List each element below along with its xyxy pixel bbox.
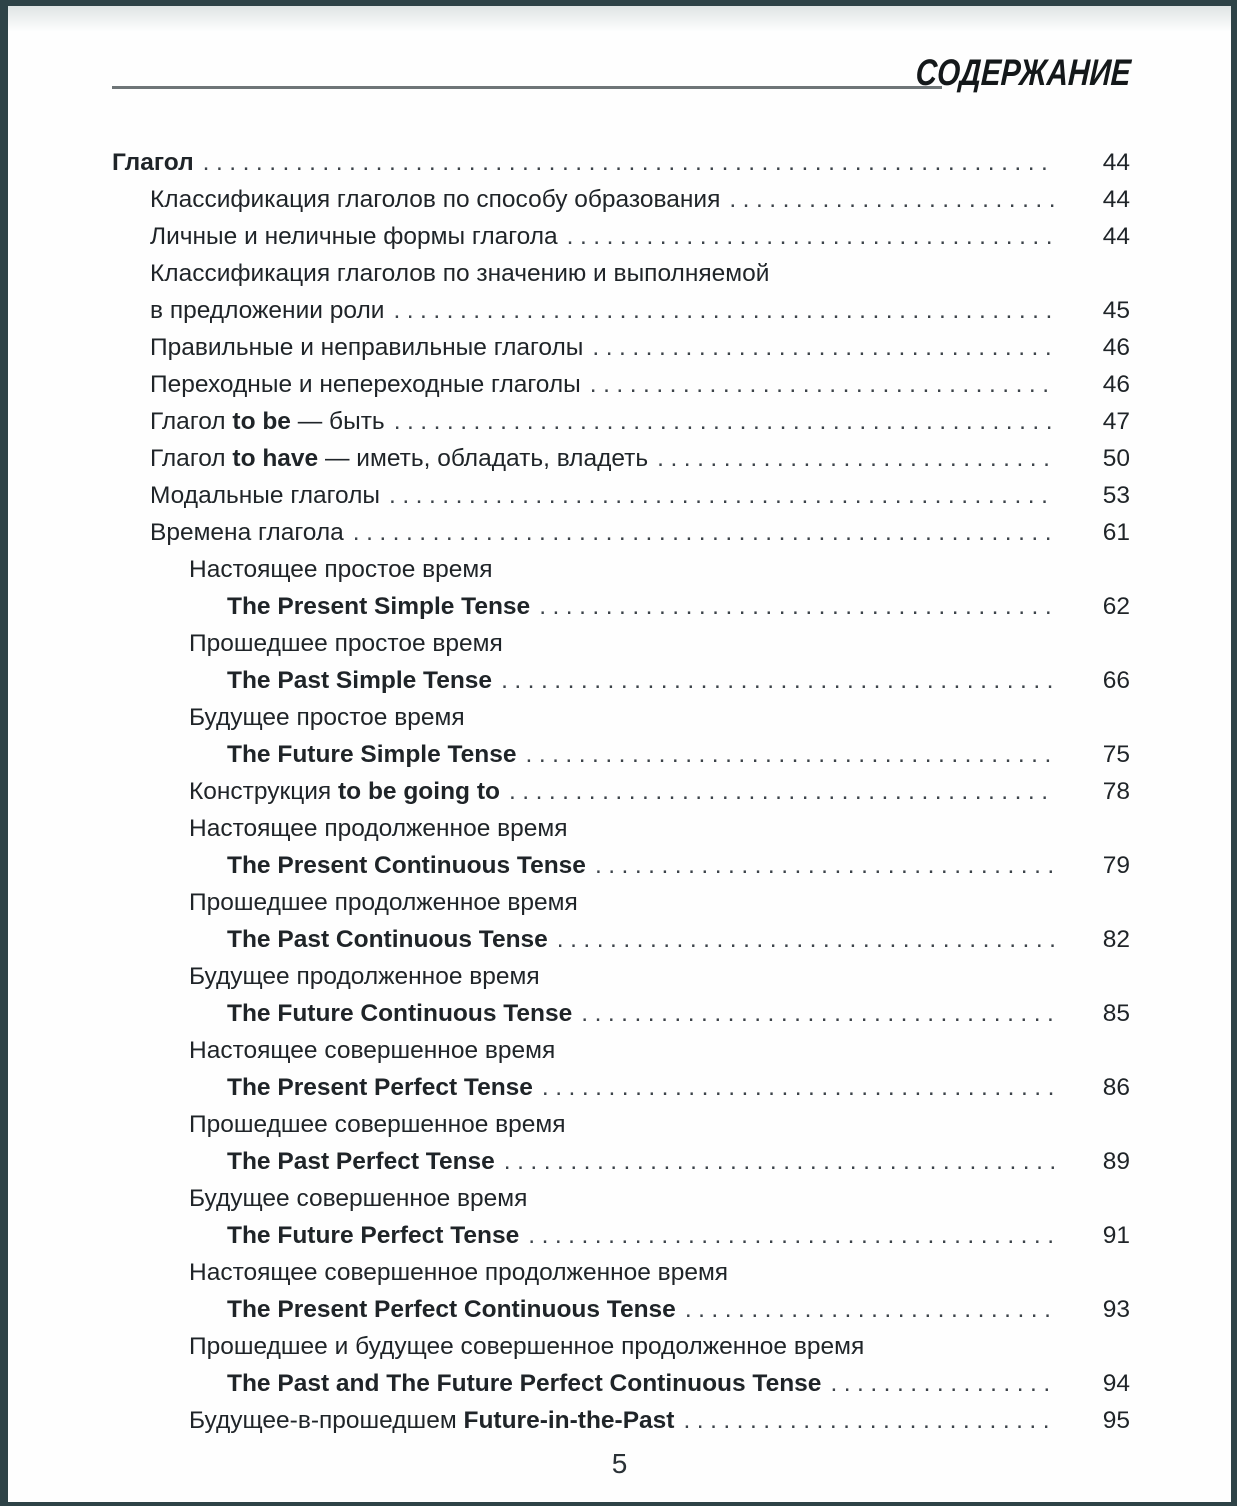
toc-entry — [112, 329, 1130, 366]
dot-leader — [501, 662, 1056, 699]
toc-entry — [112, 736, 1130, 773]
toc-entry-title: The Present Perfect Continuous Tense — [227, 1296, 676, 1323]
toc-entry — [112, 403, 1130, 440]
toc-entry-title: Глагол — [112, 149, 194, 176]
toc-entry-title: The Present Simple Tense — [227, 593, 531, 620]
toc-entry-title: The Future Simple Tense — [227, 741, 517, 768]
toc-entry-page: 86 — [1102, 1074, 1130, 1101]
toc-entry-title: Глагол to have — иметь, обладать, владеть — [150, 445, 649, 472]
toc-entry-title: The Future Continuous Tense — [227, 1000, 573, 1027]
toc-entry-page: 45 — [1102, 297, 1130, 324]
toc-entry — [112, 1254, 1130, 1291]
toc-entry-title: Правильные и неправильные глаголы — [150, 334, 584, 361]
toc-entry-page: 50 — [1102, 445, 1130, 472]
toc-entry — [112, 1180, 1130, 1217]
toc-entry-title: Классификация глаголов по способу образования — [150, 186, 721, 213]
toc-entry-page: 47 — [1102, 408, 1130, 435]
toc-entry — [112, 1328, 1130, 1365]
dot-leader — [590, 366, 1056, 403]
toc-entry-title: Будущее совершенное время — [189, 1185, 528, 1212]
toc-entry-page: 75 — [1102, 741, 1130, 768]
toc-entry-title: Времена глагола — [150, 519, 344, 546]
toc-entry-title: Конструкция to be going to — [189, 778, 500, 805]
toc-entry — [112, 921, 1130, 958]
toc-entry-page: 46 — [1102, 371, 1130, 398]
toc-entry-title: Настоящее продолженное время — [189, 815, 568, 842]
toc-entry-title: The Past and The Future Perfect Continuous Tense — [227, 1370, 822, 1397]
toc-entry-title: Модальные глаголы — [150, 482, 381, 509]
toc-entry — [112, 662, 1130, 699]
dot-leader — [657, 440, 1056, 477]
toc-entry-title: в предложении роли — [150, 297, 385, 324]
toc-entry — [112, 1069, 1130, 1106]
toc-entry-page: 78 — [1102, 778, 1130, 805]
dot-leader — [595, 847, 1056, 884]
toc-entry-title: Прошедшее и будущее совершенное продолженное время — [189, 1333, 865, 1360]
toc-entry — [112, 995, 1130, 1032]
toc-entry — [112, 477, 1130, 514]
toc-entry-title: The Present Perfect Tense — [227, 1074, 533, 1101]
toc-entry-title: Прошедшее совершенное время — [189, 1111, 566, 1138]
dot-leader — [353, 514, 1056, 551]
toc-entry-page: 44 — [1102, 223, 1130, 250]
toc-entry-page: 66 — [1102, 667, 1130, 694]
toc-entry-page: 93 — [1102, 1296, 1130, 1323]
dot-leader — [394, 403, 1056, 440]
toc-entry — [112, 588, 1130, 625]
toc-entry — [112, 810, 1130, 847]
toc-entry-title: Личные и неличные формы глагола — [150, 223, 558, 250]
toc-entry — [112, 551, 1130, 588]
dot-leader — [542, 1069, 1056, 1106]
toc-entry — [112, 144, 1130, 181]
toc-entry — [112, 218, 1130, 255]
toc-entry — [112, 181, 1130, 218]
toc-entry-title: Настоящее совершенное продолженное время — [189, 1259, 729, 1286]
toc-entry-page: 79 — [1102, 852, 1130, 879]
toc-entry — [112, 1032, 1130, 1069]
toc-entry-page: 46 — [1102, 334, 1130, 361]
toc-entry-title: Настоящее простое время — [189, 556, 493, 583]
dot-leader — [389, 477, 1056, 514]
toc-entry — [112, 514, 1130, 551]
toc-entry-title: The Present Continuous Tense — [227, 852, 586, 879]
toc-entry-title: Будущее-в-прошедшем Future-in-the-Past — [189, 1407, 675, 1434]
toc-entry — [112, 1402, 1130, 1439]
dot-leader — [539, 588, 1056, 625]
toc-entry — [112, 847, 1130, 884]
toc-entry-page: 82 — [1102, 926, 1130, 953]
toc-entry-title: The Future Perfect Tense — [227, 1222, 520, 1249]
toc-entry — [112, 440, 1130, 477]
dot-leader — [509, 773, 1056, 810]
toc-entry-page: 62 — [1102, 593, 1130, 620]
dot-leader — [683, 1402, 1056, 1439]
toc-entry — [112, 699, 1130, 736]
toc-entry-title: Прошедшее продолженное время — [189, 889, 578, 916]
toc-entry-title: The Past Continuous Tense — [227, 926, 548, 953]
toc-entry-page: 44 — [1102, 186, 1130, 213]
dot-leader — [203, 144, 1056, 181]
toc-entry — [112, 1365, 1130, 1402]
toc-entry — [112, 1143, 1130, 1180]
page-title: СОДЕРЖАНИЕ — [914, 52, 1133, 93]
toc-entry-title: Настоящее совершенное время — [189, 1037, 556, 1064]
toc-entry-page: 53 — [1102, 482, 1130, 509]
dot-leader — [504, 1143, 1056, 1180]
toc-entry-title: The Past Simple Tense — [227, 667, 493, 694]
toc-entry-page: 44 — [1102, 149, 1130, 176]
toc-entry-title: Глагол to be — быть — [150, 408, 385, 435]
toc-entry-title: Классификация глаголов по значению и выполняемой — [150, 260, 770, 287]
dot-leader — [528, 1217, 1056, 1254]
toc-entry-page: 61 — [1102, 519, 1130, 546]
table-of-contents — [112, 144, 1130, 1439]
toc-entry — [112, 255, 1130, 292]
toc-entry — [112, 1106, 1130, 1143]
toc-entry-title: Будущее продолженное время — [189, 963, 540, 990]
dot-leader — [830, 1365, 1056, 1402]
header-rule — [112, 86, 942, 89]
dot-leader — [393, 292, 1056, 329]
toc-entry-title: The Past Perfect Tense — [227, 1148, 495, 1175]
toc-entry-page: 94 — [1102, 1370, 1130, 1397]
toc-entry-page: 95 — [1102, 1407, 1130, 1434]
toc-entry-title: Переходные и непереходные глаголы — [150, 371, 581, 398]
dot-leader — [592, 329, 1056, 366]
toc-entry — [112, 1291, 1130, 1328]
dot-leader — [567, 218, 1056, 255]
toc-entry-page: 91 — [1102, 1222, 1130, 1249]
toc-entry — [112, 773, 1130, 810]
dot-leader — [729, 181, 1056, 218]
toc-entry-title: Прошедшее простое время — [189, 630, 503, 657]
toc-entry — [112, 958, 1130, 995]
toc-entry-page: 85 — [1102, 1000, 1130, 1027]
dot-leader — [581, 995, 1056, 1032]
toc-entry — [112, 1217, 1130, 1254]
toc-entry-title: Будущее простое время — [189, 704, 465, 731]
toc-entry — [112, 292, 1130, 329]
dot-leader — [526, 736, 1056, 773]
dot-leader — [685, 1291, 1056, 1328]
toc-entry — [112, 625, 1130, 662]
toc-entry-page: 89 — [1102, 1148, 1130, 1175]
toc-entry — [112, 366, 1130, 403]
toc-entry — [112, 884, 1130, 921]
dot-leader — [557, 921, 1056, 958]
page-number: 5 — [611, 1448, 628, 1479]
